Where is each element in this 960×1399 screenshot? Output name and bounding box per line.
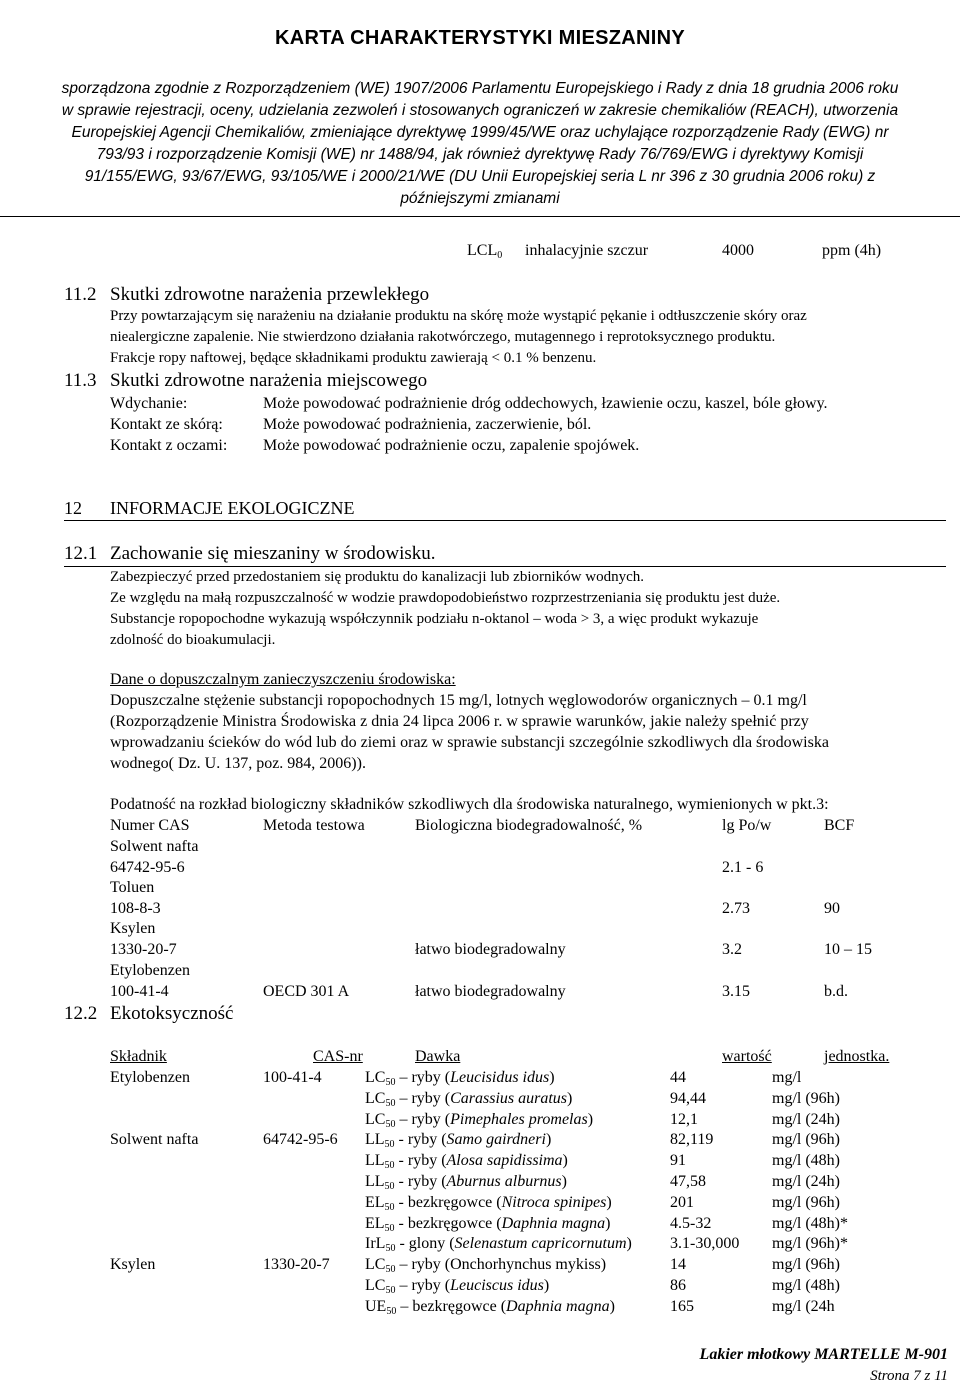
- lcl-unit: ppm (4h): [822, 242, 882, 259]
- section-12-title: INFORMACJE EKOLOGICZNE: [110, 498, 355, 518]
- limits-heading: Dane o dopuszczalnym zanieczyszczeniu środowiska:: [110, 671, 456, 688]
- header-line-1: sporządzona zgodnie z Rozporządzeniem (WE) 1907/2006 Parlamentu Europejskiego i Rady z dnia 18 grudnia 2006 roku: [61, 80, 899, 97]
- exposure-label-eyes: Kontakt z oczami:: [110, 437, 228, 454]
- section-11-2-text-1: Przy powtarzającym się narażeniu na działanie produktu na skórę może wystąpić pękanie i odtłuszczenie skóry oraz: [110, 308, 807, 324]
- bio-row-biodegradability: łatwo biodegradowalny: [415, 941, 566, 958]
- bio-row-lgpow: 2.1 - 6: [722, 859, 764, 876]
- header-line-4: 793/93 i rozporządzenie Komisji (WE) nr 1488/94, jak również dyrektywę Rady 76/769/EWG i dyrektywy Komisji: [96, 146, 864, 163]
- bio-row-bcf: b.d.: [824, 983, 848, 1000]
- header-line-3: Europejskiej Agencji Chemikaliów, zmieniające dyrektywę 1999/45/WE oraz uchylające rozporządzenie Rady (EWG) nr: [71, 124, 889, 141]
- eco-row-dose: $LL_{50}$ - ryby (Samo gairdneri): [365, 1131, 552, 1151]
- header-line-5: 91/155/EWG, 93/67/EWG, 93/105/WE i 2000/21/WE (DU Unii Europejskiej seria L nr 396 z 30 grudnia 2006 roku) z: [84, 168, 876, 185]
- bio-row-lgpow: 3.2: [722, 941, 742, 958]
- section-11-2-text-2: niealergiczne zapalenie. Nie stwierdzono działania rakotwórczego, mutagennego i reprotoksycznego produktu.: [110, 329, 776, 345]
- bio-row-cas: 64742-95-6: [110, 859, 185, 876]
- bio-row-cas: 1330-20-7: [110, 941, 177, 958]
- header-line-6: późniejszymi zmianami: [400, 190, 560, 207]
- eco-header-dose: Dawka: [415, 1048, 461, 1065]
- eco-row-value: 12,1: [670, 1110, 698, 1128]
- eco-row-value: 82,119: [670, 1131, 714, 1149]
- bio-header-bcf: BCF: [824, 817, 855, 834]
- bio-header-cas: Numer CAS: [110, 817, 190, 834]
- section-11-2-title: Skutki zdrowotne narażenia przewlekłego: [110, 284, 430, 305]
- exposure-text-skin: Może powodować podrażnienia, zaczerwienie, ból.: [263, 416, 592, 433]
- bio-row-method: OECD 301 A: [263, 983, 350, 1000]
- limits-text-1: Dopuszczalne stężenie substancji ropopochodnych 15 mg/l, lotnych węglowodorów organicznych – 0.1 mg/l: [110, 692, 807, 709]
- eco-row-value: 91: [670, 1152, 686, 1170]
- eco-row-dose: $LC_{50}$ – ryby (Leuciscus idus): [365, 1277, 550, 1296]
- section-12-1-text-2: Ze względu na małą rozpuszczalność w wodzie prawdopodobieństwo rozprzestrzeniania się produktu jest duże.: [110, 590, 781, 606]
- exposure-label-inhalation: Wdychanie:: [110, 395, 188, 412]
- eco-row-unit: mg/l (96h): [772, 1131, 840, 1149]
- eco-header-unit: jednostka.: [824, 1048, 890, 1065]
- eco-row-cas: 1330-20-7: [263, 1256, 330, 1274]
- eco-row-value: 44: [670, 1069, 686, 1086]
- eco-header-cas: CAS-nr: [313, 1048, 363, 1065]
- header-line-2: w sprawie rejestracji, oceny, udzielania zezwoleń i stosowanych ograniczeń w zakresie chemikaliów (REACH), utworzenia: [61, 102, 899, 119]
- eco-row-dose: $LC_{50}$ – ryby (Carassius auratus): [365, 1089, 573, 1109]
- bio-row-cas: 108-8-3: [110, 900, 161, 917]
- exposure-text-eyes: Może powodować podrażnienie oczu, zapalenie spojówek.: [263, 437, 640, 454]
- eco-row-component: Ksylen: [110, 1256, 156, 1274]
- eco-row-cas: 100-41-4: [263, 1069, 322, 1086]
- eco-row-value: 201: [670, 1193, 694, 1211]
- section-11-2-number: 11.2: [64, 284, 97, 305]
- eco-row-dose: IrL$_{50}$ - glony (Selenastum capricornutum): [365, 1235, 632, 1255]
- footer-page-number: Strona 7 z 11: [870, 1368, 948, 1384]
- eco-header-component: Składnik: [110, 1048, 167, 1065]
- section-12-1-number: 12.1: [64, 543, 98, 564]
- eco-row-dose: $LC_{50}$ – ryby (Onchorhynchus mykiss): [365, 1256, 607, 1276]
- bio-row-name: Solwent nafta: [110, 838, 199, 855]
- eco-row-component: Etylobenzen: [110, 1069, 190, 1086]
- bio-row-name: Ksylen: [110, 920, 156, 937]
- eco-row-dose: $UE_{50}$ – bezkręgowce (Daphnia magna): [365, 1297, 615, 1317]
- bio-header-lgpow: lg Po/w: [722, 817, 772, 834]
- biodegradation-intro: Podatność na rozkład biologiczny składników szkodliwych dla środowiska naturalnego, wymienionych w pkt.3:: [110, 796, 829, 813]
- limits-text-2: (Rozporządzenie Ministra Środowiska z dnia 24 lipca 2006 r. w sprawie warunków, jakie należy spełnić przy: [110, 713, 809, 730]
- section-12-1-text-1: Zabezpieczyć przed przedostaniem się produktu do kanalizacji lub zbiorników wodnych.: [110, 569, 644, 585]
- eco-row-dose: $LC_{50}$ – ryby (Leucisidus idus): [365, 1069, 555, 1088]
- eco-row-unit: mg/l: [772, 1069, 802, 1086]
- eco-row-value: 4.5-32: [670, 1214, 712, 1232]
- document-title: KARTA CHARAKTERYSTYKI MIESZANINY: [275, 27, 685, 49]
- eco-row-dose: $EL_{50}$ - bezkręgowce (Nitroca spinipes): [365, 1193, 612, 1213]
- eco-row-value: 94,44: [670, 1089, 706, 1107]
- bio-row-cas: 100-41-4: [110, 983, 169, 1000]
- header-divider: [0, 216, 960, 217]
- eco-row-unit: mg/l (96h)*: [772, 1235, 848, 1253]
- eco-row-dose: $EL_{50}$ - bezkręgowce (Daphnia magna): [365, 1214, 611, 1234]
- section-12-1-title: Zachowanie się mieszaniny w środowisku.: [110, 543, 436, 564]
- section-12-rule: [64, 520, 946, 521]
- bio-row-bcf: 90: [824, 900, 840, 917]
- bio-row-name: Toluen: [110, 879, 155, 896]
- section-12-2-number: 12.2: [64, 1003, 98, 1024]
- eco-row-unit: mg/l (48h): [772, 1277, 840, 1294]
- lcl-value: 4000: [722, 242, 754, 259]
- eco-row-value: 3.1-30,000: [670, 1235, 740, 1253]
- eco-header-value: wartość: [722, 1048, 772, 1065]
- eco-row-unit: mg/l (24h): [772, 1110, 840, 1128]
- eco-row-unit: mg/l (24h: [772, 1297, 835, 1315]
- eco-row-value: 47,58: [670, 1173, 706, 1190]
- bio-header-method: Metoda testowa: [263, 817, 365, 834]
- eco-row-unit: mg/l (96h): [772, 1256, 840, 1274]
- eco-row-unit: mg/l (96h): [772, 1089, 840, 1107]
- eco-row-value: 165: [670, 1297, 694, 1315]
- exposure-text-inhalation: Może powodować podrażnienie dróg oddechowych, łzawienie oczu, kaszel, bóle głowy.: [263, 395, 828, 412]
- lcl-route: inhalacyjnie szczur: [525, 242, 649, 259]
- eco-row-cas: 64742-95-6: [263, 1131, 338, 1149]
- eco-row-unit: mg/l (96h): [772, 1193, 840, 1211]
- eco-row-dose: $LL_{50}$ - ryby (Aburnus alburnus): [365, 1173, 567, 1192]
- eco-row-value: 14: [670, 1256, 686, 1274]
- eco-row-unit: mg/l (48h)*: [772, 1214, 848, 1232]
- bio-row-biodegradability: łatwo biodegradowalny: [415, 983, 566, 1000]
- eco-row-component: Solwent nafta: [110, 1131, 199, 1149]
- eco-row-value: 86: [670, 1277, 686, 1294]
- limits-text-4: wodnego( Dz. U. 137, poz. 984, 2006)).: [110, 755, 366, 772]
- bio-row-bcf: 10 – 15: [824, 941, 872, 958]
- bio-row-name: Etylobenzen: [110, 962, 190, 979]
- bio-header-biodegradability: Biologiczna biodegradowalność, %: [415, 817, 643, 834]
- bio-row-lgpow: 3.15: [722, 983, 750, 1000]
- section-12-number: 12: [64, 498, 82, 518]
- section-11-2-text-3: Frakcje ropy naftowej, będące składnikami produktu zawierają < 0.1 % benzenu.: [110, 350, 597, 366]
- section-12-1-text-3: Substancje ropopochodne wykazują współczynnik podziału n-oktanol – woda > 3, a więc produkt wykazuje: [110, 611, 759, 627]
- eco-row-dose: $LL_{50}$ - ryby (Alosa sapidissima): [365, 1152, 568, 1172]
- section-11-3-number: 11.3: [64, 370, 97, 391]
- section-12-1-text-4: zdolność do bioakumulacji.: [110, 632, 276, 648]
- eco-row-unit: mg/l (24h): [772, 1173, 840, 1190]
- bio-row-lgpow: 2.73: [722, 900, 750, 917]
- lcl-label: $LCL_0$: [467, 242, 503, 261]
- eco-row-dose: $LC_{50}$ – ryby (Pimephales promelas): [365, 1110, 594, 1130]
- footer-product-name: Lakier młotkowy MARTELLE M-901: [699, 1346, 948, 1363]
- limits-text-3: wprowadzaniu ścieków do wód lub do ziemi oraz w sprawie substancji szczególnie szkodliwych dla środowiska: [110, 734, 829, 751]
- section-11-3-title: Skutki zdrowotne narażenia miejscowego: [110, 370, 428, 391]
- eco-row-unit: mg/l (48h): [772, 1152, 840, 1170]
- section-12-1-rule: [64, 566, 946, 567]
- exposure-label-skin: Kontakt ze skórą:: [110, 416, 223, 433]
- section-12-2-title: Ekotoksyczność: [110, 1003, 234, 1024]
